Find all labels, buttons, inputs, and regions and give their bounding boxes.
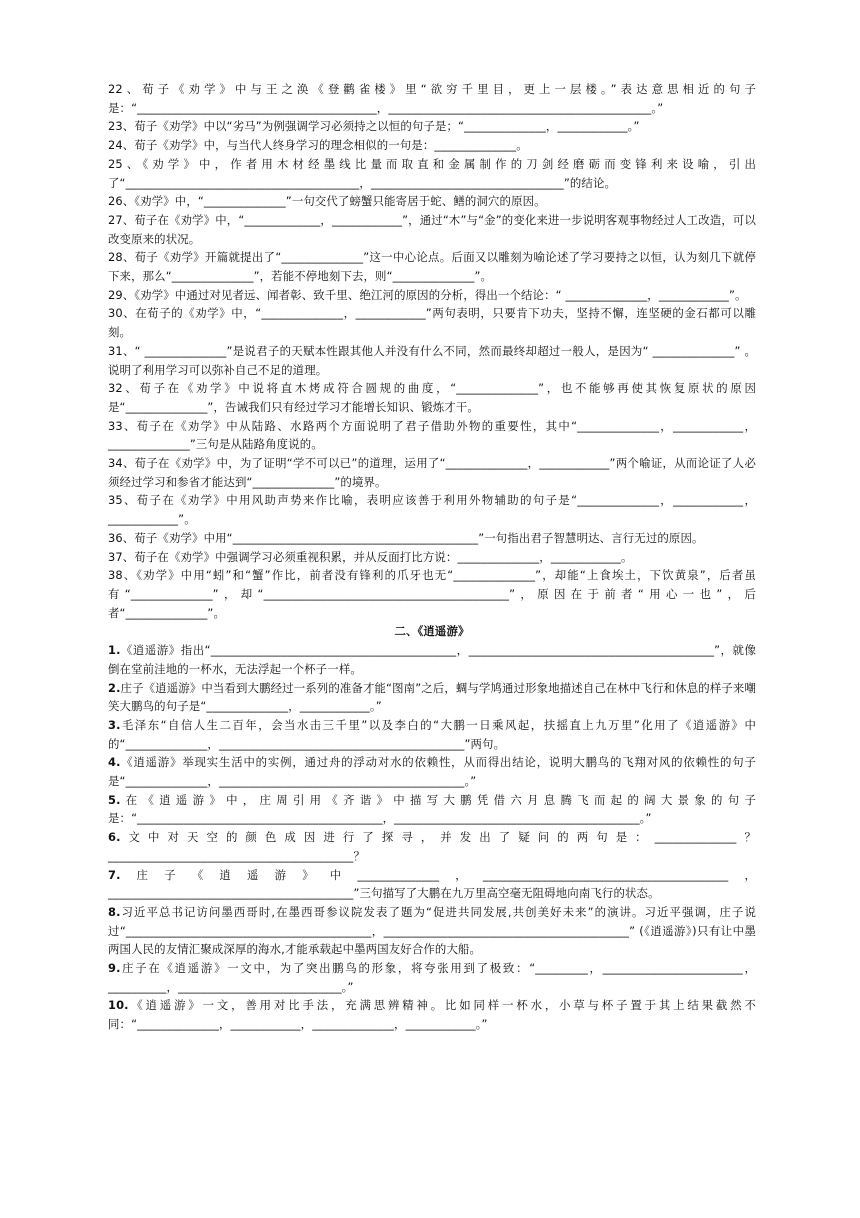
question-p6 (108, 828, 756, 865)
question-text: 毛泽东“自信人生二百年，会当水击三千里”以及李白的“大鹏一日乘风起，扶摇直上九万里”化用了《逍遥游》中的“______________，__________________________________________”两句。 (108, 717, 756, 751)
question-p5 (108, 791, 756, 828)
question-q23 (108, 117, 756, 136)
question-text: 27、荀子在《劝学》中，“_____________，____________”，通过“木”与“金”的变化来进一步说明客观事物经过人工改造，可以改变原来的状况。 (108, 212, 756, 246)
question-number: 4. (108, 755, 121, 770)
question-text: 《逍遥游》指出“__________________________________________，__________________________________________”，就像倒在堂前洼地的一杯水，无法浮起一个杯子一样。 (108, 643, 756, 676)
question-number: 6. (108, 830, 121, 845)
question-q37 (108, 548, 756, 567)
question-text: 在《逍遥游》中，庄周引用《齐谐》中描写大鹏凭借六月息腾飞而起的阔大景象的句子是：“__________________________________________，__________________________________________。” (108, 792, 756, 826)
question-text: 35、荀子在《劝学》中用风助声势来作比喻，表明应该善于利用外物辅助的句子是“______________，____________，____________”。 (108, 493, 756, 527)
question-q36 (108, 529, 756, 548)
question-q22 (108, 80, 756, 117)
question-number: 1. (108, 643, 121, 658)
question-text: 32、荀子在《劝学》中说将直木烤成符合圆规的曲度，“______________”，也不能够再使其恢复原状的原因是“______________”，告诫我们只有经过学习才能增长知识、锻炼才干。 (108, 381, 756, 414)
question-p3 (108, 716, 756, 753)
question-text: 24、荀子《劝学》中，与当代人终身学习的理念相似的一句是：______________。 (108, 138, 528, 153)
question-p4 (108, 753, 756, 790)
question-q33 (108, 417, 756, 454)
section-heading: 二、《逍遥游》 (394, 624, 470, 639)
question-number: 5. (108, 792, 121, 807)
question-q30 (108, 304, 756, 341)
question-p10 (108, 996, 756, 1033)
question-text: 习近平总书记访问墨西哥时,在墨西哥参议院发表了题为“促进共同发展,共创美好未来”的演讲。习近平强调，庄子说过“__________________________________________，__________________________________________” (《逍遥游》)只有让中墨两国人民的友情汇聚成深厚的海水,才能承载起中墨两国友好合作的大船。 (108, 904, 756, 957)
question-text: 25、《劝学》中，作者用木材经墨线比量而取直和金属制作的刀剑经磨砺而变锋利来设喻，引出了“________________________________________，_________________________________”的结论。 (108, 156, 756, 190)
question-q38 (108, 566, 756, 622)
question-text: 33、荀子在《劝学》中从陆路、水路两个方面说明了君子借助外物的重要性，其中“______________，____________，______________”三句是从陆路角度说的。 (108, 418, 756, 452)
question-q24 (108, 136, 756, 155)
question-text: 《逍遥游》一文，善用对比手法，充满思辨精神。比如同样一杯水，小草与杯子置于其上结果截然不同：“______________，____________，______________，____________。” (108, 998, 756, 1032)
question-text: 庄子《逍遥游》中当看到大鹏经过一系列的准备才能“图南”之后，蜩与学鸠通过形象地描述自己在林中飞行和休息的样子来嘲笑大鹏鸟的句子是“______________，____________。” (108, 680, 756, 714)
question-q34 (108, 454, 756, 491)
question-text: 28、荀子《劝学》开篇就提出了“______________”这一中心论点。后面又以雕刻为喻论述了学习要持之以恒，认为刻几下就停下来，那么“______________”，若能不停地刻下去，则“______________”。 (108, 250, 756, 284)
question-p8 (108, 903, 756, 959)
question-number: 7. (108, 867, 121, 882)
question-text: 38、《劝学》中用“蚓”和“蟹”作比，前者没有锋利的爪牙也无“______________”，却能“上食埃土，下饮黄泉”，后者虽有“______________”，却“__________________________________________”，原因在于前者“用心一也”，后者“______________”。 (108, 568, 756, 620)
question-text: 庄子《逍遥游》中______________，__________________________________________，__________________________________________”三句描写了大鹏在九万里高空毫无阻碍地向南飞行的状态。 (108, 867, 756, 901)
question-text: 34、荀子在《劝学》中，为了证明“学不可以已”的道理，运用了“______________，____________”两个喻证，从而论证了人必须经过学习和参省才能达到“______________”的境界。 (108, 456, 756, 489)
question-q25 (108, 155, 756, 192)
question-number: 2. (108, 680, 121, 695)
question-text: 23、荀子《劝学》中以“劣马”为例强调学习必须持之以恒的句子是；“______________，____________。” (108, 119, 640, 134)
question-q29 (108, 286, 756, 305)
question-text: 22、荀子《劝学》中与王之涣《登鹳雀楼》里“欲穷千里目，更上一层楼。”表达意思相近的句子是：“_________________________________________，_____________________________________________。” (108, 82, 756, 115)
question-p7 (108, 866, 756, 903)
question-text: 31、“ ______________”是说君子的天赋本性跟其他人并没有什么不同，然而最终却超过一般人，是因为“ ______________” 。说明了利用学习可以弥补自己不足的道理。 (108, 343, 756, 377)
question-text: 36、荀子《劝学》中用“__________________________________________”一句指出君子智慧明达、言行无过的原因。 (108, 530, 704, 545)
question-q32 (108, 379, 756, 416)
question-number: 9. (108, 961, 121, 976)
question-text: 29、《劝学》中通过对见者远、闻者彰、致千里、绝江河的原因的分析，得出一个结论：“ ______________，____________”。 (108, 287, 747, 302)
question-text: 《逍遥游》举现实生活中的实例，通过舟的浮动对水的依赖性，从而得出结论，说明大鹏鸟的飞翔对风的依赖性的句子是“______________，__________________________________________。” (108, 755, 756, 789)
question-text: 30、在荀子的《劝学》中，“______________，____________”两句表明，只要肯下功夫，坚持不懈，连坚硬的金石都可以雕刻。 (108, 306, 756, 340)
question-q31 (108, 342, 756, 379)
question-number: 8. (108, 904, 121, 919)
question-p2 (108, 679, 756, 716)
question-text: 庄子在《逍遥游》一文中，为了突出鹏鸟的形象，将夸张用到了极致：“_________，________________________，__________，____________________________。” (108, 961, 756, 994)
question-q35 (108, 491, 756, 528)
question-p9 (108, 959, 756, 996)
question-text: 26、《劝学》中，“______________”一句交代了螃蟹只能寄居于蛇、鳝的洞穴的原因。 (108, 194, 546, 209)
question-q26 (108, 192, 756, 211)
question-p1 (108, 641, 756, 678)
document-body (108, 80, 756, 1034)
question-q27 (108, 211, 756, 248)
question-text: 37、荀子在《劝学》中强调学习必须重视积累，并从反面打比方说：______________，____________。 (108, 549, 633, 564)
question-text: 文中对天空的颜色成因进行了探寻，并发出了疑问的两句是：______________？__________________________________________？ (108, 830, 756, 863)
question-q28 (108, 248, 756, 285)
question-number: 10. (108, 998, 129, 1013)
question-number: 3. (108, 717, 121, 732)
